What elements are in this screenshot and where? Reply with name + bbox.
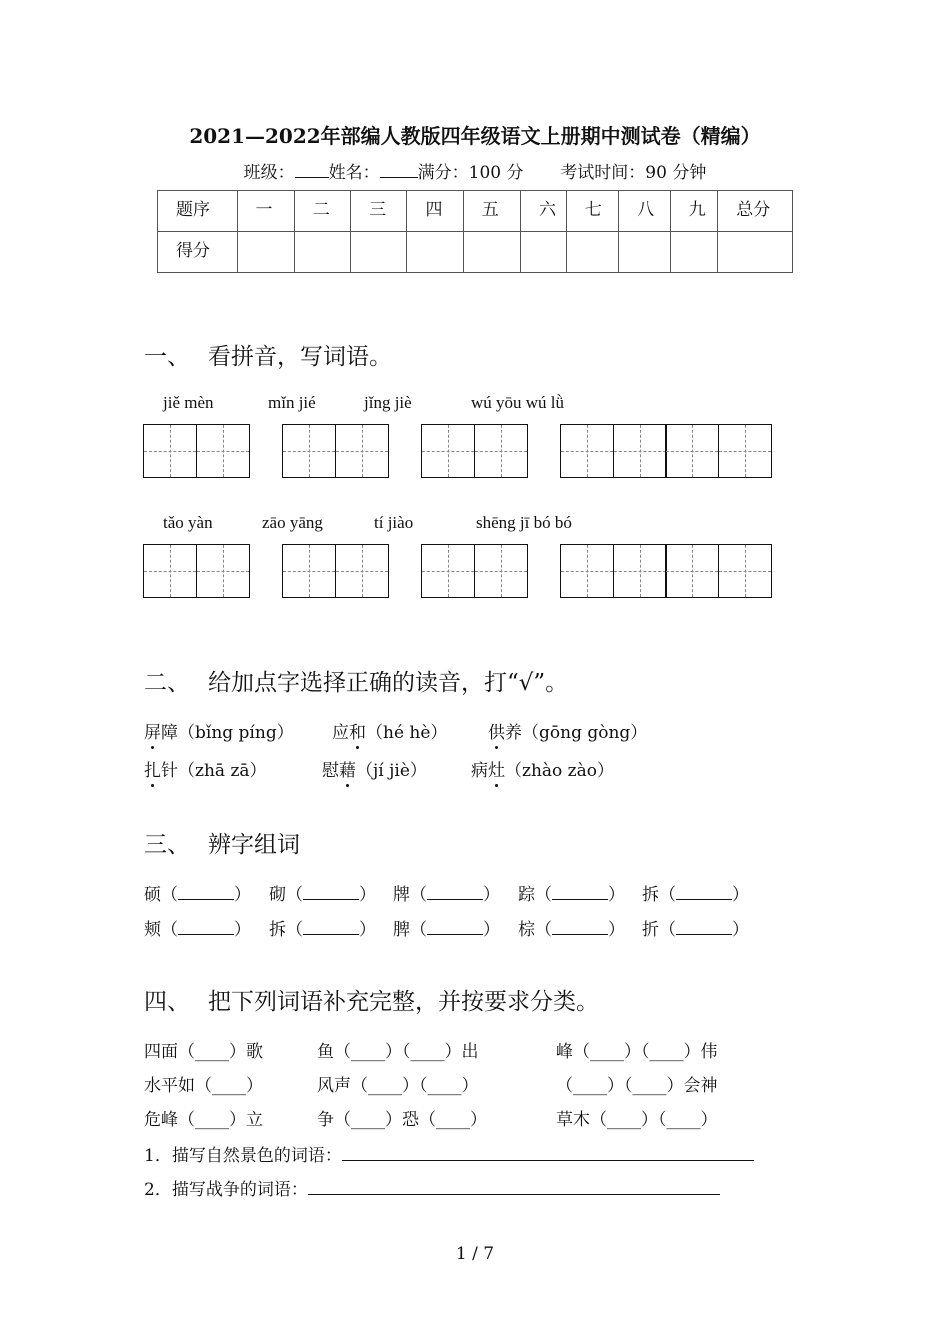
options: （bǐng píng） xyxy=(178,723,294,743)
score-input-cell[interactable] xyxy=(463,232,520,273)
writing-grid[interactable] xyxy=(143,544,250,598)
char: 养 xyxy=(505,723,522,743)
char: 牌 xyxy=(393,885,410,905)
pronunciation-item[interactable] xyxy=(322,756,427,781)
char: 针 xyxy=(161,761,178,781)
pinyin: jiě mèn xyxy=(163,393,214,412)
section-title: 给加点字选择正确的读音，打“√”。 xyxy=(208,670,569,696)
word-group-item[interactable]: 棕（ ） xyxy=(518,920,625,940)
idiom-item[interactable]: 水平如（____） xyxy=(144,1076,263,1096)
options: （hé hè） xyxy=(366,723,448,743)
word-group-item[interactable]: 拆（ ） xyxy=(269,920,376,940)
score-input-cell[interactable] xyxy=(619,232,670,273)
table-cell: 四 xyxy=(407,191,463,232)
writing-grid[interactable] xyxy=(421,424,528,478)
question-label: 1．描写自然景色的词语： xyxy=(144,1146,342,1166)
writing-grid[interactable] xyxy=(560,424,772,478)
idiom-item[interactable]: 四面（____）歌 xyxy=(144,1042,263,1062)
writing-grid[interactable] xyxy=(560,544,772,598)
section-title: 辨字组词 xyxy=(208,832,300,858)
full-score: 满分：100 分 xyxy=(417,163,524,183)
table-cell: 得分 xyxy=(158,232,238,273)
writing-grid[interactable] xyxy=(282,544,389,598)
table-row xyxy=(158,232,793,273)
pinyin: shēng jī bó bó xyxy=(476,513,572,532)
pronunciation-item[interactable] xyxy=(144,756,267,781)
char: 硕 xyxy=(144,885,161,905)
idiom-item[interactable]: 风声（____）（____） xyxy=(317,1076,479,1096)
exam-time: 考试时间：90 分钟 xyxy=(560,163,707,183)
pronunciation-item[interactable] xyxy=(471,756,614,781)
section-3-heading xyxy=(144,826,300,859)
score-input-cell[interactable] xyxy=(351,232,407,273)
answer-blank[interactable] xyxy=(552,920,608,935)
dotted-char: 藉 xyxy=(339,761,356,781)
score-input-cell[interactable] xyxy=(294,232,350,273)
pinyin: jǐng jiè xyxy=(364,393,412,412)
idiom-item[interactable]: 争（____）恐（____） xyxy=(317,1110,487,1130)
char: 障 xyxy=(161,723,178,743)
table-cell: 八 xyxy=(619,191,670,232)
word-group-item[interactable]: 折（ ） xyxy=(642,920,749,940)
word-group-item[interactable]: 拆（ ） xyxy=(642,885,749,905)
idiom-item[interactable]: （____）（____）会神 xyxy=(556,1076,718,1096)
pronunciation-item[interactable] xyxy=(488,718,647,743)
score-input-cell[interactable] xyxy=(237,232,294,273)
score-input-cell[interactable] xyxy=(718,232,793,273)
char: 拆 xyxy=(642,885,659,905)
table-cell: 七 xyxy=(566,191,618,232)
table-cell: 题序 xyxy=(158,191,238,232)
section-4-heading xyxy=(144,983,599,1016)
pinyin: mǐn jié xyxy=(268,393,316,412)
dotted-char: 和 xyxy=(349,723,366,743)
pronunciation-item[interactable] xyxy=(332,718,447,743)
writing-grid[interactable] xyxy=(421,544,528,598)
question-2 xyxy=(144,1175,720,1200)
answer-blank[interactable] xyxy=(178,920,234,935)
answer-blank[interactable] xyxy=(427,920,483,935)
word-group-item[interactable]: 硕（ ） xyxy=(144,885,251,905)
dotted-char: 供 xyxy=(488,723,505,743)
options: （zhā zā） xyxy=(178,761,267,781)
section-title: 看拼音，写词语。 xyxy=(208,344,392,370)
page-number: 1 / 7 xyxy=(455,1244,495,1264)
char: 颊 xyxy=(144,920,161,940)
section-number: 二、 xyxy=(144,670,190,696)
word-group-item[interactable]: 颊（ ） xyxy=(144,920,251,940)
dotted-char: 屏 xyxy=(144,723,161,743)
table-cell: 六 xyxy=(521,191,567,232)
pronunciation-item[interactable] xyxy=(144,718,294,743)
word-group-item[interactable]: 脾（ ） xyxy=(393,920,500,940)
section-title: 把下列词语补充完整，并按要求分类。 xyxy=(208,989,599,1015)
answer-blank[interactable] xyxy=(178,885,234,900)
answer-blank[interactable] xyxy=(676,920,732,935)
word-group-item[interactable]: 踪（ ） xyxy=(518,885,625,905)
section-number: 四、 xyxy=(144,989,190,1015)
class-label: 班级： xyxy=(243,163,295,183)
score-input-cell[interactable] xyxy=(521,232,567,273)
score-table xyxy=(157,190,793,273)
pinyin: tí jiào xyxy=(374,513,414,532)
idiom-item[interactable]: 危峰（____）立 xyxy=(144,1110,263,1130)
char: 慰 xyxy=(322,761,339,781)
options: （zhào zào） xyxy=(505,761,615,781)
question-1 xyxy=(144,1141,754,1166)
writing-grid[interactable] xyxy=(143,424,250,478)
pinyin: wú yōu wú lǜ xyxy=(471,393,565,412)
answer-line[interactable] xyxy=(342,1146,754,1161)
name-label: 姓名： xyxy=(328,163,380,183)
answer-blank[interactable] xyxy=(427,885,483,900)
answer-blank[interactable] xyxy=(676,885,732,900)
answer-blank[interactable] xyxy=(303,920,359,935)
idiom-item[interactable]: 鱼（____）（____）出 xyxy=(317,1042,479,1062)
options: （jí jiè） xyxy=(356,761,427,781)
section-1-heading xyxy=(144,338,392,371)
char: 折 xyxy=(642,920,659,940)
answer-line[interactable] xyxy=(308,1180,720,1195)
word-group-item[interactable]: 牌（ ） xyxy=(393,885,500,905)
dotted-char: 灶 xyxy=(488,761,505,781)
table-cell: 总分 xyxy=(718,191,793,232)
class-blank[interactable] xyxy=(295,163,329,178)
char: 踪 xyxy=(518,885,535,905)
exam-info xyxy=(0,158,950,183)
table-cell: 九 xyxy=(670,191,718,232)
table-cell: 二 xyxy=(294,191,350,232)
pinyin: tǎo yàn xyxy=(163,513,213,532)
score-input-cell[interactable] xyxy=(407,232,463,273)
options: （gōng gòng） xyxy=(522,723,648,743)
section-number: 一、 xyxy=(144,344,190,370)
name-blank[interactable] xyxy=(380,163,418,178)
table-cell: 一 xyxy=(237,191,294,232)
question-label: 2．描写战争的词语： xyxy=(144,1180,308,1200)
char: 脾 xyxy=(393,920,410,940)
pinyin: zāo yāng xyxy=(262,513,323,532)
char: 砌 xyxy=(269,885,286,905)
writing-grid[interactable] xyxy=(282,424,389,478)
char: 拆 xyxy=(269,920,286,940)
answer-blank[interactable] xyxy=(303,885,359,900)
word-group-item[interactable]: 砌（ ） xyxy=(269,885,376,905)
table-cell: 五 xyxy=(463,191,520,232)
section-2-heading xyxy=(144,664,568,697)
table-row xyxy=(158,191,793,232)
score-input-cell[interactable] xyxy=(670,232,718,273)
page-title: 2021—2022年部编人教版四年级语文上册期中测试卷（精编） xyxy=(189,124,761,148)
char: 病 xyxy=(471,761,488,781)
idiom-item[interactable]: 峰（____）（____）伟 xyxy=(556,1042,718,1062)
answer-blank[interactable] xyxy=(552,885,608,900)
char: 应 xyxy=(332,723,349,743)
char: 棕 xyxy=(518,920,535,940)
idiom-item[interactable]: 草木（____）（____） xyxy=(556,1110,718,1130)
section-number: 三、 xyxy=(144,832,190,858)
dotted-char: 扎 xyxy=(144,761,161,781)
table-cell: 三 xyxy=(351,191,407,232)
score-input-cell[interactable] xyxy=(566,232,618,273)
